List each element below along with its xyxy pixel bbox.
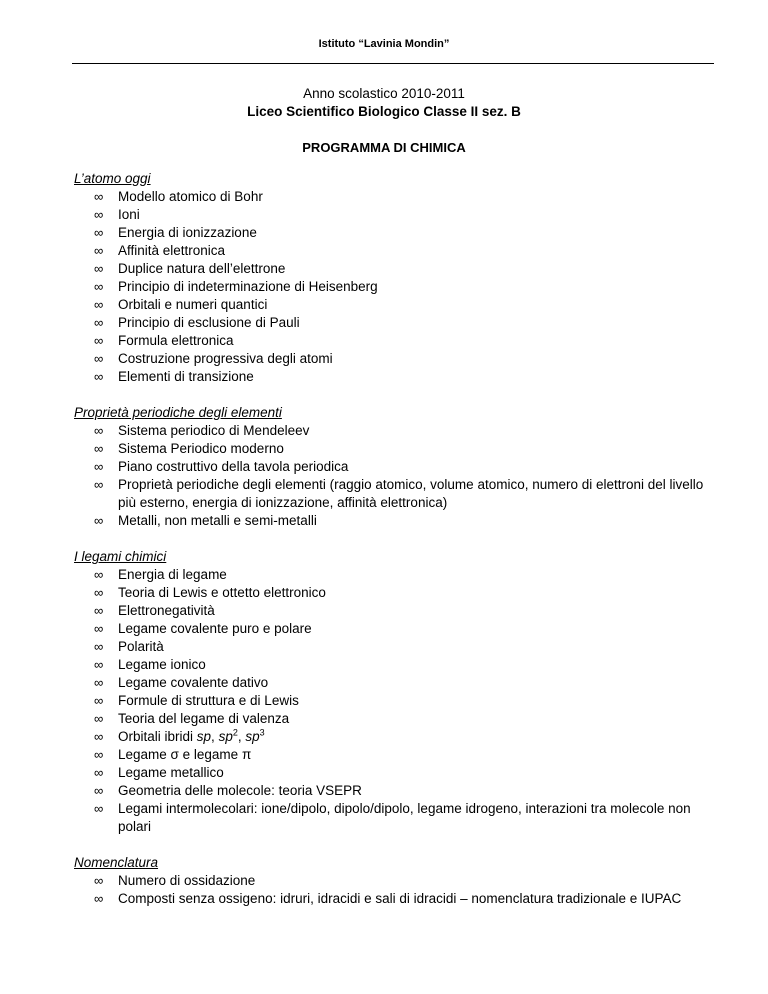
list-item: [74, 332, 714, 350]
infinity-bullet-icon: ∞: [94, 621, 104, 636]
item-text: Teoria del legame di valenza: [118, 711, 290, 726]
list-item: [74, 890, 714, 908]
infinity-bullet-icon: ∞: [94, 675, 104, 690]
list-item: [74, 296, 714, 314]
infinity-bullet-icon: ∞: [94, 369, 104, 384]
item-text: Elettronegatività: [118, 603, 215, 618]
pi-symbol: π: [241, 747, 252, 762]
infinity-bullet-icon: ∞: [94, 657, 104, 672]
item-text: Legami intermolecolari: ione/dipolo, dipolo/dipolo, legame idrogeno, interazioni tra molecole non polari: [118, 801, 691, 834]
infinity-bullet-icon: ∞: [94, 639, 104, 654]
list-item: [74, 188, 714, 206]
item-text: Principio di indeterminazione di Heisenberg: [118, 279, 378, 294]
list-item: [74, 242, 714, 260]
item-text: Legame covalente puro e polare: [118, 621, 312, 636]
section-bonds: [74, 548, 714, 836]
item-text: Composti senza ossigeno: idruri, idracidi e sali di idracidi – nomenclatura tradizionale e IUPAC: [118, 891, 682, 906]
infinity-bullet-icon: ∞: [94, 765, 104, 780]
list-item: [74, 512, 714, 530]
separator: ,: [211, 729, 219, 744]
section-title: L’atomo oggi: [74, 171, 151, 186]
list-item: [74, 314, 714, 332]
item-text: Energia di ionizzazione: [118, 225, 257, 240]
infinity-bullet-icon: ∞: [94, 423, 104, 438]
list-item: [74, 728, 714, 746]
header-rule: [72, 63, 714, 64]
infinity-bullet-icon: ∞: [94, 351, 104, 366]
list-item: [74, 566, 714, 584]
infinity-bullet-icon: ∞: [94, 441, 104, 456]
list-item: [74, 620, 714, 638]
list-item: [74, 656, 714, 674]
separator: ,: [237, 729, 246, 744]
item-text: Geometria delle molecole: teoria VSEPR: [118, 783, 362, 798]
infinity-bullet-icon: ∞: [94, 315, 104, 330]
item-text: Formule di struttura e di Lewis: [118, 693, 299, 708]
hybrid-sp: sp: [196, 729, 212, 744]
list-item: [74, 440, 714, 458]
infinity-bullet-icon: ∞: [94, 567, 104, 582]
item-text: Orbitali ibridi: [118, 729, 197, 744]
item-text: Proprietà periodiche degli elementi (raggio atomico, volume atomico, numero di elettroni del livello più esterno, energia di ionizzazione, affinità elettronica): [118, 477, 704, 510]
school-year: Anno scolastico 2010-2011: [303, 86, 465, 101]
list-item: [74, 602, 714, 620]
item-text: Legame covalente dativo: [118, 675, 269, 690]
item-text: Legame ionico: [118, 657, 206, 672]
list-item: [74, 692, 714, 710]
infinity-bullet-icon: ∞: [94, 729, 104, 744]
item-text: Sistema periodico di Mendeleev: [118, 423, 310, 438]
list-item: [74, 422, 714, 440]
hybrid-sp2: sp: [218, 729, 233, 744]
list-item: [74, 584, 714, 602]
infinity-bullet-icon: ∞: [94, 225, 104, 240]
document-header: Istituto “Lavinia Mondin”: [318, 38, 450, 50]
superscript: 2: [232, 727, 238, 738]
list-item: [74, 710, 714, 728]
infinity-bullet-icon: ∞: [94, 279, 104, 294]
list-item: [74, 224, 714, 242]
list-item: [74, 638, 714, 656]
topic-list: [74, 566, 714, 836]
list-item: [74, 350, 714, 368]
list-item-group: [74, 566, 714, 728]
infinity-bullet-icon: ∞: [94, 333, 104, 348]
class-title: Liceo Scientifico Biologico Classe II sez. B: [247, 104, 521, 119]
list-item: [74, 458, 714, 476]
superscript: 3: [259, 727, 265, 738]
program-title: PROGRAMMA DI CHIMICA: [302, 140, 466, 155]
section-title: Proprietà periodiche degli elementi: [74, 405, 282, 420]
item-text: e legame: [178, 747, 242, 762]
infinity-bullet-icon: ∞: [94, 477, 104, 492]
section-nomenclature: [74, 854, 714, 908]
item-text: Legame metallico: [118, 765, 224, 780]
item-text: Sistema Periodico moderno: [118, 441, 284, 456]
item-text: Numero di ossidazione: [118, 873, 256, 888]
infinity-bullet-icon: ∞: [94, 873, 104, 888]
item-text: Legame: [118, 747, 171, 762]
infinity-bullet-icon: ∞: [94, 513, 104, 528]
topic-list: [74, 422, 714, 530]
item-text: Polarità: [118, 639, 164, 654]
item-text: Teoria di Lewis e ottetto elettronico: [118, 585, 326, 600]
list-item: [74, 872, 714, 890]
list-item-group: [74, 764, 714, 836]
item-text: Piano costruttivo della tavola periodica: [118, 459, 349, 474]
section-title: Nomenclatura: [74, 855, 159, 870]
item-text: Orbitali e numeri quantici: [118, 297, 268, 312]
infinity-bullet-icon: ∞: [94, 747, 104, 762]
item-text: Costruzione progressiva degli atomi: [118, 351, 333, 366]
list-item: [74, 800, 714, 836]
infinity-bullet-icon: ∞: [94, 711, 104, 726]
infinity-bullet-icon: ∞: [94, 783, 104, 798]
infinity-bullet-icon: ∞: [94, 189, 104, 204]
item-text: Metalli, non metalli e semi-metalli: [118, 513, 317, 528]
list-item: [74, 476, 714, 512]
list-item: [74, 764, 714, 782]
infinity-bullet-icon: ∞: [94, 243, 104, 258]
infinity-bullet-icon: ∞: [94, 585, 104, 600]
hybrid-sp3: sp: [245, 729, 260, 744]
infinity-bullet-icon: ∞: [94, 297, 104, 312]
infinity-bullet-icon: ∞: [94, 207, 104, 222]
infinity-bullet-icon: ∞: [94, 801, 104, 816]
infinity-bullet-icon: ∞: [94, 891, 104, 906]
item-text: Principio di esclusione di Pauli: [118, 315, 300, 330]
list-item: [74, 782, 714, 800]
infinity-bullet-icon: ∞: [94, 261, 104, 276]
item-text: Energia di legame: [118, 567, 227, 582]
item-text: Elementi di transizione: [118, 369, 254, 384]
infinity-bullet-icon: ∞: [94, 459, 104, 474]
item-text: Duplice natura dell’elettrone: [118, 261, 286, 276]
section-periodic: [74, 404, 714, 530]
item-text: Modello atomico di Bohr: [118, 189, 263, 204]
section-atom: [74, 170, 714, 386]
section-title: I legami chimici: [74, 549, 167, 564]
list-item: [74, 674, 714, 692]
program-content: [74, 170, 714, 926]
sigma-symbol: σ: [170, 747, 179, 762]
item-text: Formula elettronica: [118, 333, 234, 348]
topic-list: [74, 872, 714, 908]
list-item: [74, 746, 714, 764]
topic-list: [74, 188, 714, 386]
list-item: [74, 206, 714, 224]
list-item: [74, 368, 714, 386]
item-text: Affinità elettronica: [118, 243, 226, 258]
list-item: [74, 278, 714, 296]
item-text: Ioni: [118, 207, 140, 222]
infinity-bullet-icon: ∞: [94, 693, 104, 708]
list-item: [74, 260, 714, 278]
infinity-bullet-icon: ∞: [94, 603, 104, 618]
